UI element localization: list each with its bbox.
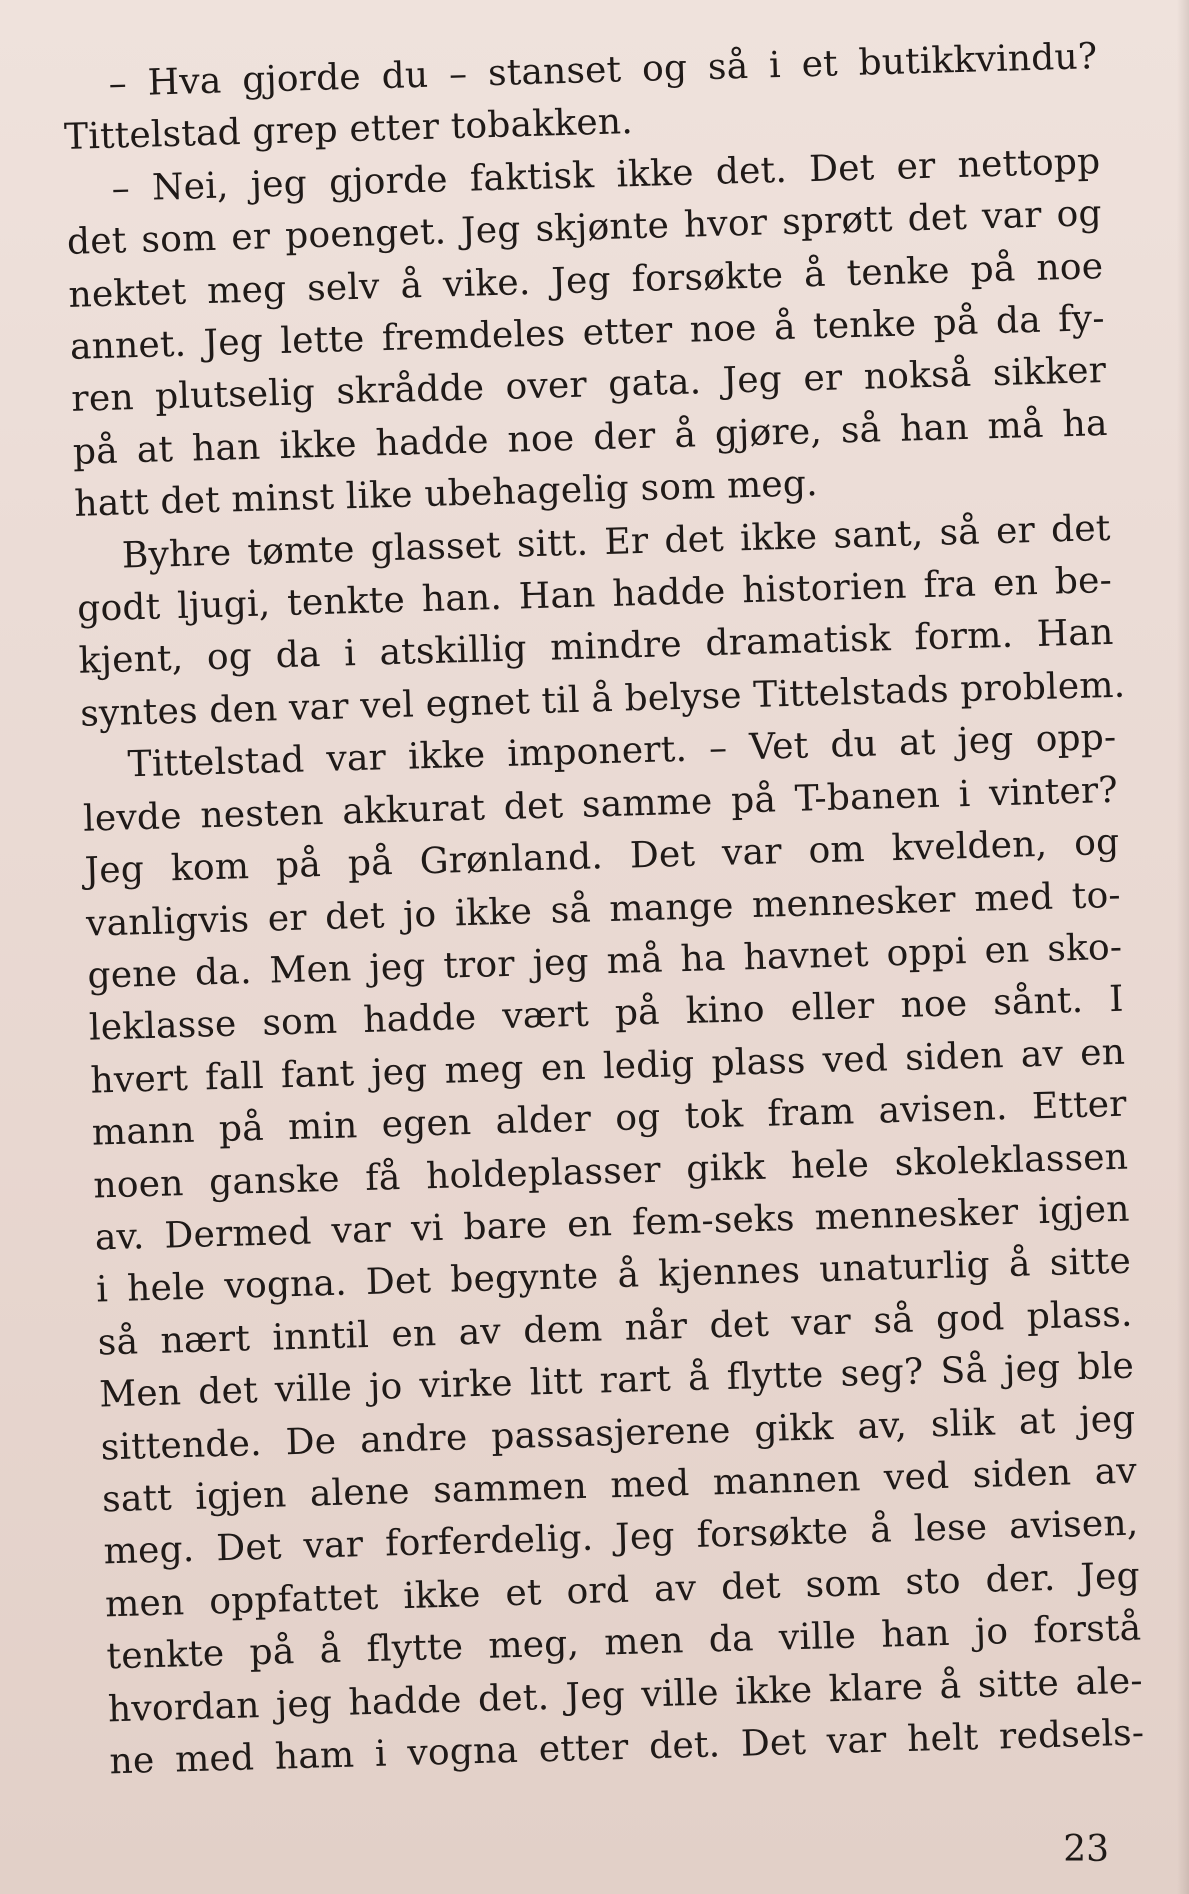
text-line: annet. Jeg lette fremdeles etter noe å tenke på da fy- [69, 298, 1106, 368]
body-text [62, 31, 1150, 1789]
text-line: Tittelstad grep etter tobakken. [63, 101, 634, 159]
text-line: i hele vogna. Det begynte å kjennes unaturlig å sitte [95, 1240, 1132, 1311]
text-line: satt igjen alene sammen med mannen ved siden av [101, 1450, 1138, 1521]
text-line: tenkte på å flytte meg, men da ville han jo forstå [106, 1607, 1142, 1678]
text-line: – Hva gjorde du – stanset og så i et butikkvindu? [108, 36, 1098, 105]
text-line: ne med ham i vogna etter det. Det var helt redsels- [108, 1712, 1145, 1783]
text-line: Men det ville jo virke litt rart å flytte seg? Så jeg ble [98, 1345, 1135, 1416]
text-line: kjent, og da i atskillig mindre dramatisk form. Han [78, 612, 1114, 683]
text-line: Tittelstad var ikke imponert. – Vet du at jeg opp- [127, 717, 1117, 786]
text-line: sittende. De andre passasjerene gikk av, slik at jeg [100, 1398, 1136, 1469]
text-line: det som er poenget. Jeg skjønte hvor sprøtt det var og [66, 193, 1103, 264]
text-line: leklasse som hadde vært på kino eller noe sånt. I [88, 979, 1125, 1049]
text-line: på at han ikke hadde noe der å gjøre, så han må ha [72, 402, 1109, 473]
text-line: godt ljugi, tenkte han. Han hadde historien fra en be- [76, 559, 1113, 630]
text-line: hvert fall fant jeg meg en ledig plass ved siden av en [89, 1031, 1126, 1102]
page-number: 23 [1063, 1829, 1109, 1870]
text-line: hvordan jeg hadde det. Jeg ville ikke klare å sitte ale- [107, 1660, 1144, 1730]
text-line: noen ganske få holdeplasser gikk hele skoleklassen [92, 1136, 1129, 1207]
text-line: så nært inntil en av dem når det var så god plass. [97, 1293, 1133, 1364]
text-line: hatt det minst like ubehagelig som meg. [73, 463, 819, 526]
text-line: Byhre tømte glasset sitt. Er det ikke sant, så er det [121, 507, 1112, 577]
text-line: gene da. Men jeg tror jeg må ha havnet oppi en sko- [87, 926, 1123, 997]
text-line: mann på min egen alder og tok fram avisen. Etter [91, 1083, 1128, 1154]
page-edge-shadow [1177, 0, 1189, 1894]
text-line: levde nesten akkurat det samme på T-banen i vinter? [82, 769, 1119, 840]
text-line: av. Dermed var vi bare en fem-seks mennesker igjen [94, 1188, 1131, 1259]
text-line: men oppfattet ikke et ord av det som sto der. Jeg [104, 1555, 1141, 1626]
text-line: – Nei, jeg gjorde faktisk ikke det. Det er nettopp [111, 140, 1101, 210]
text-line: Jeg kom på på Grønland. Det var om kvelden, og [84, 821, 1120, 892]
text-line: syntes den var vel egnet til å belyse Tittelstads problem. [79, 664, 1126, 735]
text-line: nektet meg selv å vike. Jeg forsøkte å tenke på noe [67, 245, 1104, 316]
text-line: meg. Det var forferdelig. Jeg forsøkte å lese avisen, [103, 1502, 1139, 1573]
text-line: vanligvis er det jo ikke så mange mennesker med to- [85, 874, 1122, 945]
text-line: ren plutselig skrådde over gata. Jeg er nokså sikker [70, 350, 1107, 421]
